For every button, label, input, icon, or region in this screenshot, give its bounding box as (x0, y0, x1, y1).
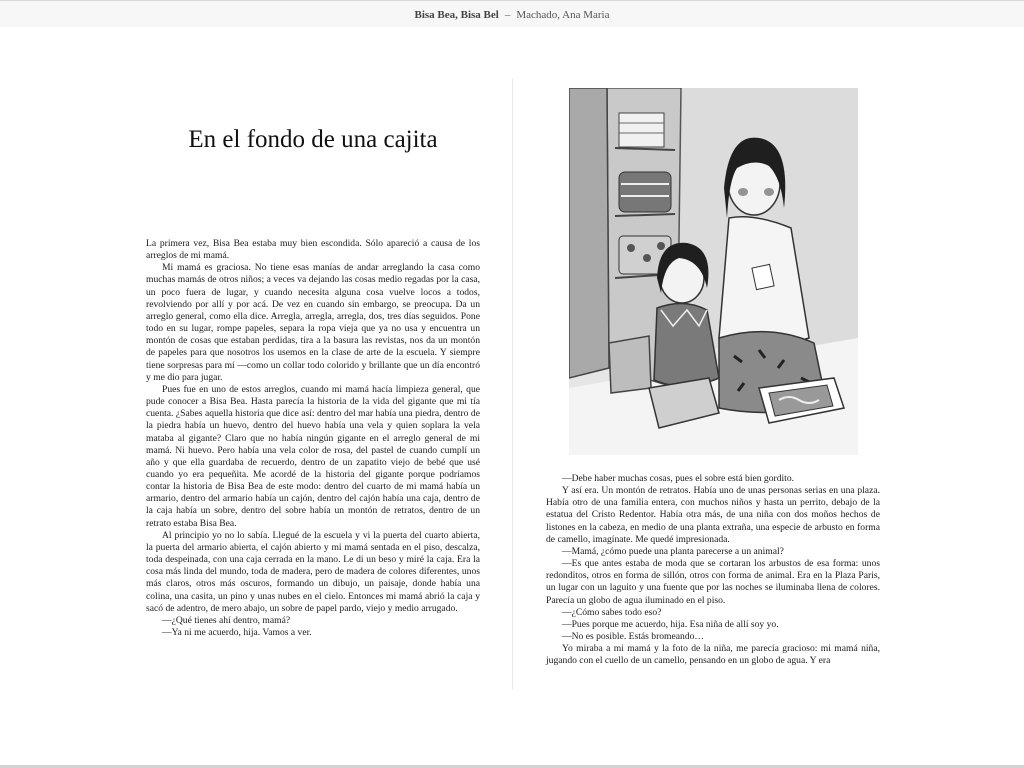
paragraph: —Es que antes estaba de moda que se cortaran los arbustos de esa forma: unos redonditos, otros en forma de sillón, otros con forma de animal. Era en la Plaza Paris, un lugar con un laguito y una fuente que por las noches se iluminaba llena de colores. Parecía un globo de agua iluminado en el piso. (546, 558, 880, 606)
page-gutter (512, 78, 513, 690)
header-separator: – (504, 9, 511, 21)
reader-header (0, 0, 1024, 27)
paragraph: Al principio yo no lo sabía. Llegué de la escuela y vi la puerta del cuarto abierta, la puerta del armario abierta, el cajón abierto y mi mamá sentada en el piso, descalza, toda despeinada, con una caja cerrada en la mano. Le di un beso y miré la caja. Era la cosa más linda del mundo, toda de madera, pero de madera de colores diferentes, unos más claros, otros más oscuros, formando un dibujo, un paisaje, donde había una colina, una casita, un pino y unas nubes en el cielo. Entonces mi mamá abrió la caja y sacó de adentro, de mero abajo, un sobre de papel pardo, viejo y medio arrugado. (146, 529, 480, 614)
right-page-text (546, 473, 880, 668)
dialogue-line: —Pues porque me acuerdo, hija. Esa niña de allí soy yo. (562, 618, 779, 630)
dialogue-line: —Ya ni me acuerdo, hija. Vamos a ver. (162, 627, 312, 638)
book-title: Bisa Bea, Bisa Bel (414, 9, 499, 21)
left-page-text (146, 238, 480, 639)
dialogue-line: —Debe haber muchas cosas, pues el sobre está bien gordito. (562, 473, 795, 484)
dialogue-line: —¿Cómo sabes todo eso? (562, 606, 662, 618)
illustration-drawing (569, 88, 858, 455)
dialogue-line: —No es posible. Estás bromeando… (562, 631, 705, 643)
paragraph: Mi mamá es graciosa. No tiene esas manías de andar arreglando la casa como muchas mamás de otros niños; a veces va dejando las cosas medio regadas por la casa, un poco fuera de lugar, y cuando necesita alguna cosa vuelve locos a todos, revolviendo por allí y por acá. De vez en cuando sin embargo, se preocupa. Da un arreglo general, como ella dice. Arregla, arregla, arregla, dos, tres días seguidos. Pone todo en su lugar, rompe papeles, separa la ropa vieja que ya no usa y encuentra un montón de cosas que estaban perdidas, tira a la basura las revistas, nos da un montón de papeles para que nosotros los usemos en la clase de arte de la escuela. Y siempre tiene sorpresas para mí —como un collar todo colorido y brillante que un día encontró y me dio para jugar. (146, 262, 480, 383)
chapter-illustration (569, 88, 858, 455)
dialogue-line: —¿Qué tienes ahí dentro, mamá? (162, 614, 291, 626)
chapter-title: En el fondo de una cajita (188, 126, 438, 153)
dialogue-line: —Mamá, ¿cómo puede una planta parecerse a un animal? (562, 545, 784, 557)
book-author: Machado, Ana Maria (516, 9, 610, 21)
paragraph: La primera vez, Bisa Bea estaba muy bien escondida. Sólo apareció a causa de los arreglos de mi mamá. (146, 238, 480, 262)
paragraph: Yo miraba a mi mamá y la foto de la niña, me parecía gracioso: mi mamá niña, jugando con el cuello de un camello, pensando en un globo de agua. Y era (546, 643, 880, 667)
paragraph: Y así era. Un montón de retratos. Había uno de unas personas serias en una plaza. Había otro de una familia entera, con muchos niños y hasta un perrito, debajo de la estatua del Cristo Redentor. Había otra más, de una niña con dos moños hechos de listones en la cabeza, en medio de una planta extraña, una especie de arbusto en forma de camello, imagínate. Me quedé impresionada. (546, 485, 880, 545)
paragraph: Pues fue en uno de estos arreglos, cuando mi mamá hacía limpieza general, que pude conocer a Bisa Bea. Hasta parecía la historia de la vida del gigante que mi tía cuenta. ¿Sabes aquella historia que dice así: dentro del mar había una piedra, dentro de la piedra había un huevo, dentro del huevo había una vela y quien soplara la vela mataba al gigante? Claro que no había ningún gigante en el arreglo general de mi mamá. Ni huevo. Pero había una vela color de rosa, del pastel de cuando cumplí un año y que ella guardaba de recuerdo, dentro de un zapatito viejo de bebé que usé cuando yo era pequeñita. Me acordé de la historia del gigante porque podríamos contar la historia de Bisa Bea de este modo: dentro del cuarto de mi mamá había un armario, dentro del armario había un cajón, dentro del cajón había una caja, dentro de la caja había un sobre, dentro del sobre había un montón de retratos, dentro de un retrato estaba Bisa Bea. (146, 383, 480, 529)
